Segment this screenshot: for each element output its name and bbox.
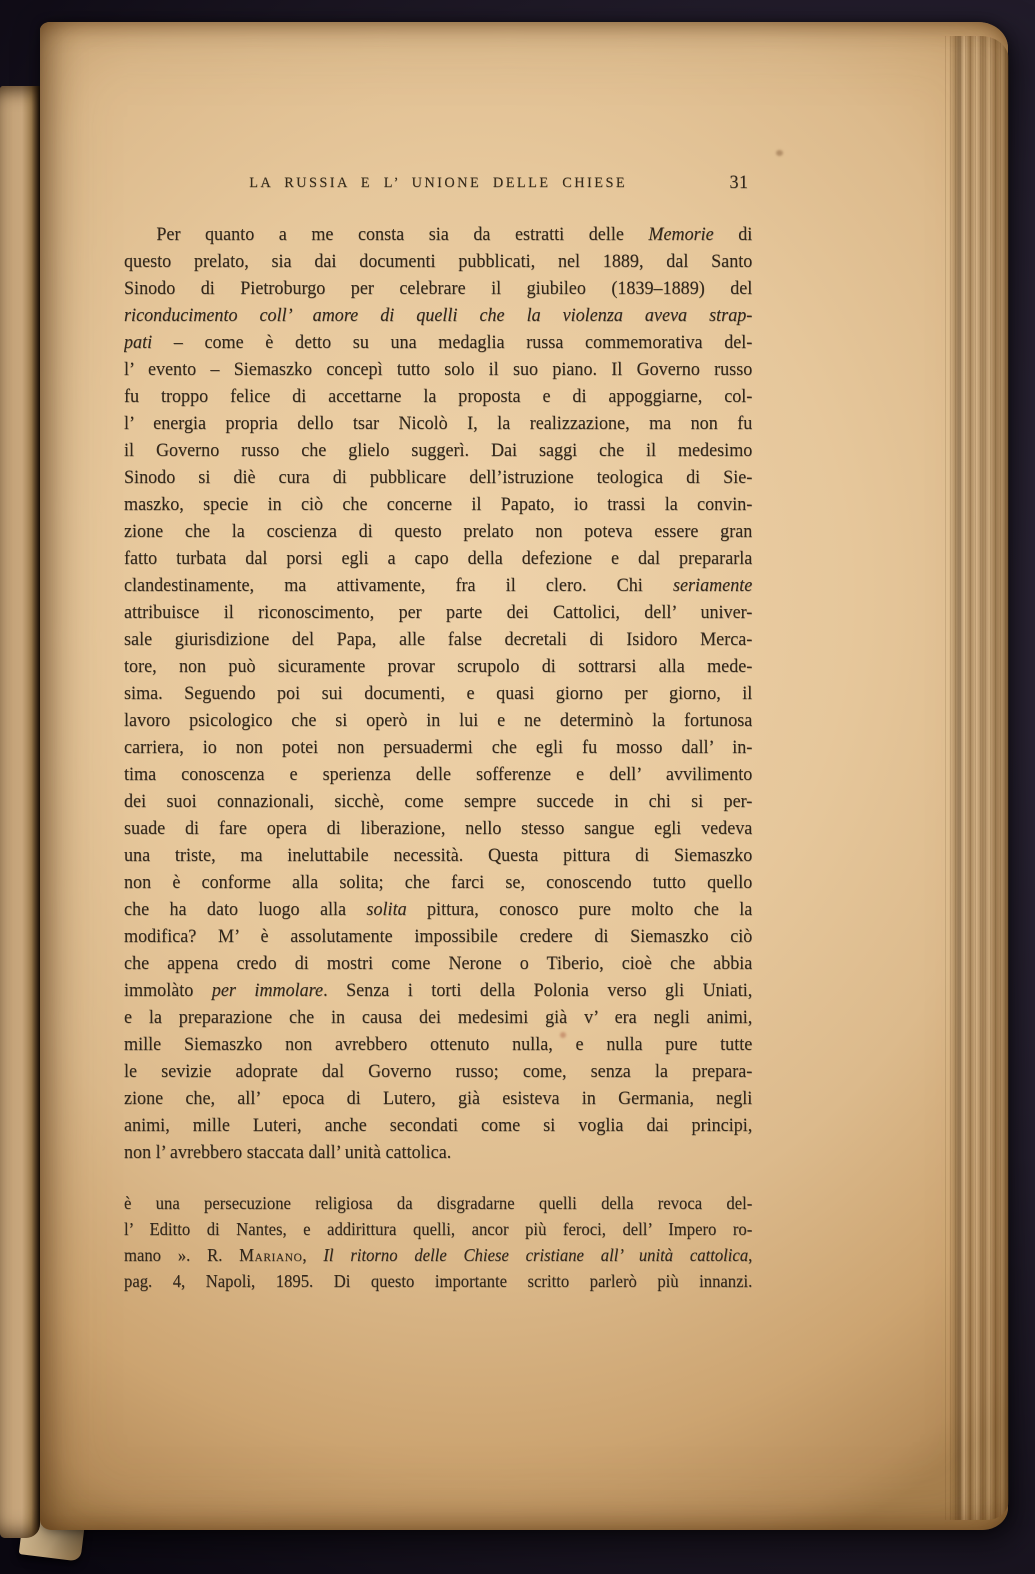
- body-line: l’ evento – Siemaszko concepì tutto solo il suo piano. Il Governo russo: [124, 359, 753, 380]
- paper-stain: [776, 150, 783, 156]
- body-line: fatto turbata dal porsi egli a capo della defezione e dal prepararla: [124, 548, 753, 569]
- body-line: sale giurisdizione del Papa, alle false decretali di Isidoro Merca-: [124, 629, 753, 650]
- running-head: [124, 174, 752, 198]
- body-line: Sinodo di Pietroburgo per celebrare il giubileo (1839–1889) del: [124, 278, 753, 299]
- body-line: immolàto per immolare. Senza i torti della Polonia verso gli Uniati,: [124, 980, 753, 1001]
- body-line: animi, mille Luteri, anche secondati come si voglia dai principi,: [124, 1115, 753, 1136]
- body-line: suade di fare opera di liberazione, nello stesso sangue egli vedeva: [124, 818, 753, 839]
- body-line: non è conforme alla solita; che farci se, conoscendo tutto quello: [124, 872, 753, 893]
- body-line: Per quanto a me consta sia da estratti delle Memorie di: [156, 224, 753, 245]
- body-line: fu troppo felice di accettarne la proposta e di appoggiarne, col-: [124, 386, 753, 407]
- running-head-title: LA RUSSIA E L’ UNIONE DELLE CHIESE: [249, 175, 628, 191]
- book-page: [40, 22, 1008, 1530]
- body-line: una triste, ma ineluttabile necessità. Questa pittura di Siemaszko: [124, 845, 753, 866]
- body-line: maszko, specie in ciò che concerne il Papato, io trassi la convin-: [124, 494, 753, 515]
- body-line: pati – come è detto su una medaglia russa commemorativa del-: [124, 332, 753, 353]
- adjacent-page-edge: [0, 86, 40, 1538]
- body-line: il Governo russo che glielo suggerì. Dai saggi che il medesimo: [124, 440, 753, 461]
- footnote-text: [124, 1190, 752, 1294]
- body-line: l’ energia propria dello tsar Nicolò I, la realizzazione, ma non fu: [124, 413, 753, 434]
- footnote-line: mano ». R. Mariano, Il ritorno delle Chiese cristiane all’ unità cattolica,: [124, 1245, 753, 1265]
- text-column: [124, 22, 752, 1530]
- footnote-line: pag. 4, Napoli, 1895. Di questo importante scritto parlerò più innanzi.: [124, 1271, 753, 1291]
- body-text: [124, 221, 752, 1166]
- body-line: lavoro psicologico che si operò in lui e ne determinò la fortunosa: [124, 710, 753, 731]
- body-line: dei suoi connazionali, sicchè, come sempre succede in chi si per-: [124, 791, 753, 812]
- body-line: sima. Seguendo poi sui documenti, e quasi giorno per giorno, il: [124, 683, 753, 704]
- body-line: riconducimento coll’ amore di quelli che la violenza aveva strap-: [124, 305, 753, 326]
- body-line: carriera, io non potei non persuadermi che egli fu mosso dall’ in-: [124, 737, 753, 758]
- fore-edge-page-stack: [945, 36, 1009, 1520]
- body-line: che ha dato luogo alla solita pittura, conosco pure molto che la: [124, 899, 753, 920]
- page-number: 31: [729, 172, 749, 193]
- body-line: modifica? M’ è assolutamente impossibile credere di Siemaszko ciò: [124, 926, 753, 947]
- body-line: zione che, all’ epoca di Lutero, già esisteva in Germania, negli: [124, 1088, 753, 1109]
- body-line: questo prelato, sia dai documenti pubblicati, nel 1889, dal Santo: [124, 251, 753, 272]
- body-line: tore, non può sicuramente provar scrupolo di sottrarsi alla mede-: [124, 656, 753, 677]
- body-line: non l’ avrebbero staccata dall’ unità cattolica.: [124, 1142, 452, 1163]
- body-line: le sevizie adoprate dal Governo russo; come, senza la prepara-: [124, 1061, 753, 1082]
- body-line: e la preparazione che in causa dei medesimi già v’ era negli animi,: [124, 1007, 753, 1028]
- footnote-line: l’ Editto di Nantes, e addirittura quelli, ancor più feroci, dell’ Impero ro-: [124, 1219, 753, 1239]
- body-line: mille Siemaszko non avrebbero ottenuto nulla, e nulla pure tutte: [124, 1034, 753, 1055]
- body-line: zione che la coscienza di questo prelato non poteva essere gran: [124, 521, 753, 542]
- body-line: clandestinamente, ma attivamente, fra il clero. Chi seriamente: [124, 575, 753, 596]
- body-line: che appena credo di mostri come Nerone o Tiberio, cioè che abbia: [124, 953, 753, 974]
- footnote-line: è una persecuzione religiosa da disgradarne quelli della revoca del-: [124, 1193, 753, 1213]
- body-line: Sinodo si diè cura di pubblicare dell’istruzione teologica di Sie-: [124, 467, 753, 488]
- body-line: tima conoscenza e sperienza delle sofferenze e dell’ avvilimento: [124, 764, 753, 785]
- body-line: attribuisce il riconoscimento, per parte dei Cattolici, dell’ univer-: [124, 602, 753, 623]
